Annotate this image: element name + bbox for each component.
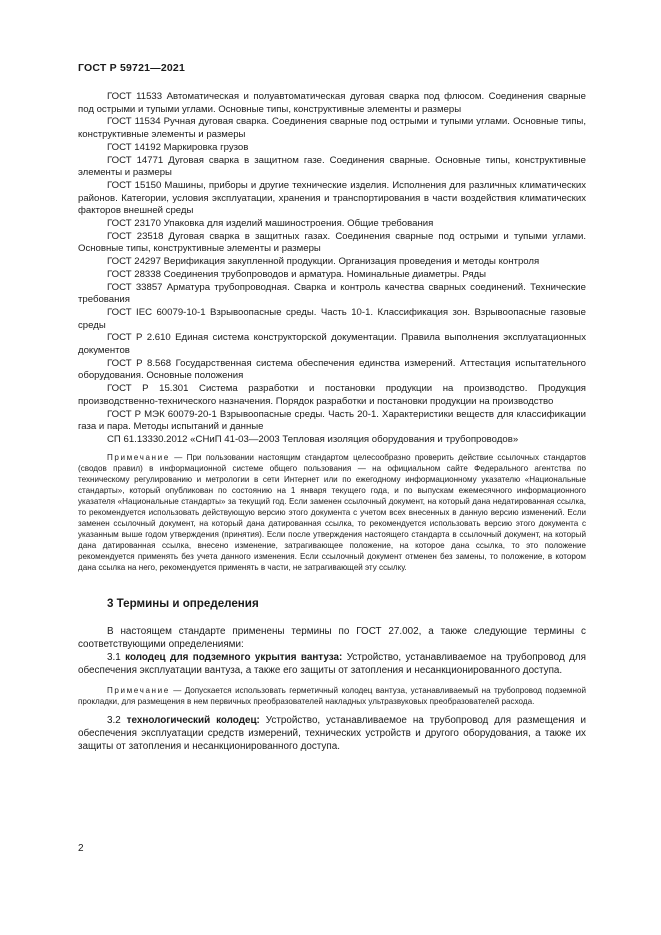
note-label: Примечание: [107, 685, 170, 695]
reference-item: ГОСТ IEC 60079-10-1 Взрывоопасные среды. Часть 10-1. Классификация зон. Взрывоопасные газовые среды: [78, 306, 586, 331]
reference-item: ГОСТ 33857 Арматура трубопроводная. Сварка и контроль качества сварных соединений. Технические требования: [78, 281, 586, 306]
reference-item: ГОСТ Р 2.610 Единая система конструкторской документации. Правила выполнения эксплуатационных документов: [78, 332, 586, 357]
term-number: 3.2: [107, 714, 127, 726]
reference-item: ГОСТ 15150 Машины, приборы и другие технические изделия. Исполнения для различных климатических районов. Категории, условия эксплуатации, хранения и транспортирования в части воздействия климатических факторов внешней среды: [78, 179, 586, 217]
term-text: Устройство, устанавливаемое на трубопровод для обеспечения эксплуатации вантуза, а также его защиты от затопления и несанкционированного доступа.: [78, 652, 586, 677]
reference-item: ГОСТ 23518 Дуговая сварка в защитных газах. Соединения сварные под острыми и тупыми углами. Основные типы, конструктивные элементы и размеры: [78, 230, 586, 255]
term-name: технологический колодец:: [126, 714, 260, 726]
term-number: 3.1: [107, 652, 126, 664]
page-content: [78, 91, 586, 753]
term-definition: [78, 651, 586, 677]
references-note: [78, 452, 586, 573]
term-note: [78, 685, 586, 707]
reference-item: ГОСТ 14771 Дуговая сварка в защитном газе. Соединения сварные. Основные типы, конструктивные элементы и размеры: [78, 154, 586, 179]
reference-item: ГОСТ 24297 Верификация закупленной продукции. Организация проведения и методы контроля: [107, 256, 540, 268]
section-intro: В настоящем стандарте применены термины по ГОСТ 27.002, а также следующие термины с соответствующими определениями:: [78, 625, 586, 650]
document-code-header: ГОСТ Р 59721—2021: [78, 62, 186, 74]
reference-item: ГОСТ 11533 Автоматическая и полуавтоматическая дуговая сварка под флюсом. Соединения сварные под острыми и тупыми углами. Основные типы, конструктивные элементы и размеры: [78, 91, 586, 115]
reference-item: ГОСТ Р МЭК 60079-20-1 Взрывоопасные среды. Часть 20-1. Характеристики веществ для классификации газа и пара. Методы испытаний и данные: [78, 408, 586, 433]
reference-item: СП 61.13330.2012 «СНиП 41-03—2003 Тепловая изоляция оборудования и трубопроводов»: [107, 433, 519, 445]
section-heading: 3 Термины и определения: [107, 596, 259, 610]
reference-item: ГОСТ 11534 Ручная дуговая сварка. Соединения сварные под острыми и тупыми углами. Основные типы, конструктивные элементы и размеры: [78, 116, 586, 141]
reference-item: ГОСТ 14192 Маркировка грузов: [107, 141, 249, 153]
term-text: Устройство, устанавливаемое на трубопровод для размещения и обеспечения эксплуатации средств измерений, технических устройств и другого оборудования, а также их защиты от затопления и несанкционированного доступа.: [78, 714, 586, 752]
reference-item: ГОСТ Р 8.568 Государственная система обеспечения единства измерений. Аттестация испытательного оборудования. Основные положения: [78, 357, 586, 382]
normative-references-list: [78, 91, 586, 447]
reference-item: ГОСТ Р 15.301 Система разработки и постановки продукции на производство. Продукция производственно-технического назначения. Порядок разработки и постановки продукции на производство: [78, 383, 586, 407]
note-label: Примечание: [107, 452, 170, 462]
term-definition: [78, 714, 586, 754]
term-name: колодец для подземного укрытия вантуза:: [125, 652, 343, 664]
page-number: 2: [78, 843, 84, 854]
reference-item: ГОСТ 28338 Соединения трубопроводов и арматура. Номинальные диаметры. Ряды: [107, 268, 487, 280]
reference-item: ГОСТ 23170 Упаковка для изделий машиностроения. Общие требования: [107, 218, 434, 230]
note-text: — Допускается использовать герметичный колодец вантуза, устанавливаемый на трубопровод подземной прокладки, для размещения в нем первичных преобразователей накладных ультразвуковых преобразователей расхода.: [78, 685, 586, 706]
note-text: — При пользовании настоящим стандартом целесообразно проверить действие ссылочных стандартов (сводов правил) в информационной системе общего пользования — на официальном сайте Федерального агентства по техническому регулированию и метрологии в сети Интернет или по ежегодному информационному указателю «Национальные стандарты», который опубликован по состоянию на 1 января текущего года, и по выпускам ежемесячного информационного указателя «Национальные стандарты» за текущий год. Если заменен ссылочный документ, на который дана недатированная ссылка, то рекомендуется использовать действующую версию этого документа с учетом всех внесенных в данную версию изменений. Если заменен ссылочный документ, на который дана датированная ссылка, то рекомендуется использовать версию этого документа с указанным выше годом утверждения (принятия). Если после утверждения настоящего стандарта в ссылочный документ, на который дана датированная ссылка, внесено изменение, затрагивающее положение, на которое дана ссылка, то это положение рекомендуется применять без учета данного изменения. Если ссылочный документ отменен без замены, то положение, в котором дана ссылка на него, рекомендуется применять в части, не затрагивающей эту ссылку.: [78, 452, 586, 572]
